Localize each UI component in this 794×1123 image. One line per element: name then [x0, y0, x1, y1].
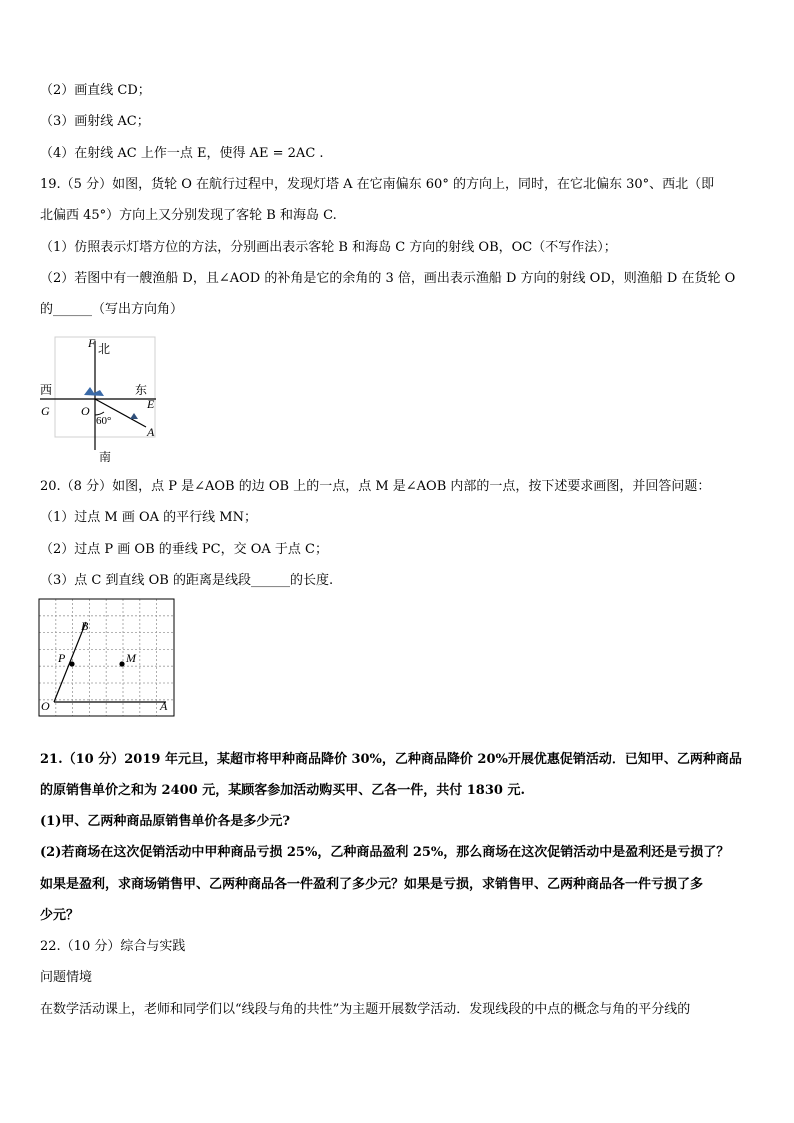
label-south: 南 [99, 450, 112, 464]
label-angle: 60° [96, 415, 112, 427]
q20-part2: （2）过点 P 画 OB 的垂线 PC，交 OA 于点 C； [40, 542, 328, 557]
lighthouse-icon [130, 413, 138, 419]
label-b: B [81, 619, 89, 633]
label-m: M [126, 651, 136, 665]
label-north: 北 [98, 342, 111, 356]
q21-part2-line2: 如果是盈利，求商场销售甲、乙两种商品各一件盈利了多少元？如果是亏损，求销售甲、乙两种商品各一件亏损了多 [40, 877, 704, 892]
label-o: O [41, 699, 50, 713]
label-e: E [147, 397, 155, 411]
q22-heading: 22.（10 分）综合与实践 [40, 939, 186, 954]
figure-20-grid [38, 598, 176, 718]
q18-part4: （4）在射线 AC 上作一点 E，使得 AE = 2AC . [40, 146, 324, 161]
q21-stem-line2: 的原销售单价之和为 2400 元，某顾客参加活动购买甲、乙各一件，共付 1830 元. [40, 783, 525, 798]
q18-part2: （2）画直线 CD； [40, 83, 151, 98]
q19-stem-line2: 北偏西 45°）方向上又分别发现了客轮 B 和海岛 C. [40, 208, 337, 223]
q21-part2-line1: (2)若商场在这次促销活动中甲种商品亏损 25%，乙种商品盈利 25%，那么商场在这次促销活动中是盈利还是亏损了？ [40, 845, 730, 860]
label-a: A [160, 699, 168, 713]
label-p: P [58, 651, 66, 665]
q20-stem: 20.（8 分）如图，点 P 是∠AOB 的边 OB 上的一点，点 M 是∠AOB 内部的一点，按下述要求画图，并回答问题： [40, 479, 711, 494]
label-east: 东 [135, 383, 148, 397]
q22-text-line1: 在数学活动课上，老师和同学们以“线段与角的共性”为主题开展数学活动．发现线段的中点的概念与角的平分线的 [40, 1002, 691, 1017]
ship-icon [84, 387, 104, 396]
q22-section-title: 问题情境 [40, 970, 93, 985]
figure-19-compass [38, 335, 163, 465]
q21-stem-line1: 21.（10 分）2019 年元旦，某超市将甲种商品降价 30%，乙种商品降价 20%开展优惠促销活动．已知甲、乙两种商品 [40, 752, 742, 767]
q20-part3: （3）点 C 到直线 OB 的距离是线段______的长度. [40, 573, 334, 588]
q21-part2-line3: 少元？ [40, 908, 80, 923]
q20-part1: （1）过点 M 画 OA 的平行线 MN； [40, 510, 257, 525]
q19-stem-line1: 19.（5 分）如图，货轮 O 在航行过程中，发现灯塔 A 在它南偏东 60° 的方向上，同时，在它北偏东 30°、西北（即 [40, 177, 715, 192]
q19-part2-line2: 的______（写出方向角） [40, 302, 184, 317]
label-west: 西 [40, 383, 53, 397]
label-a: A [147, 425, 155, 439]
label-g: G [41, 404, 50, 418]
label-f: F [88, 336, 96, 350]
q19-part1: （1）仿照表示灯塔方位的方法，分别画出表示客轮 B 和海岛 C 方向的射线 OB，OC（不写作法）； [40, 240, 617, 255]
q18-part3: （3）画射线 AC； [40, 114, 150, 129]
q21-part1: (1)甲、乙两种商品原销售单价各是多少元? [40, 814, 290, 829]
q19-part2-line1: （2）若图中有一艘渔船 D，且∠AOD 的补角是它的余角的 3 倍，画出表示渔船 D 方向的射线 OD，则渔船 D 在货轮 O [40, 271, 736, 286]
point-p [69, 661, 74, 666]
point-m [119, 661, 124, 666]
label-o: O [81, 404, 90, 418]
